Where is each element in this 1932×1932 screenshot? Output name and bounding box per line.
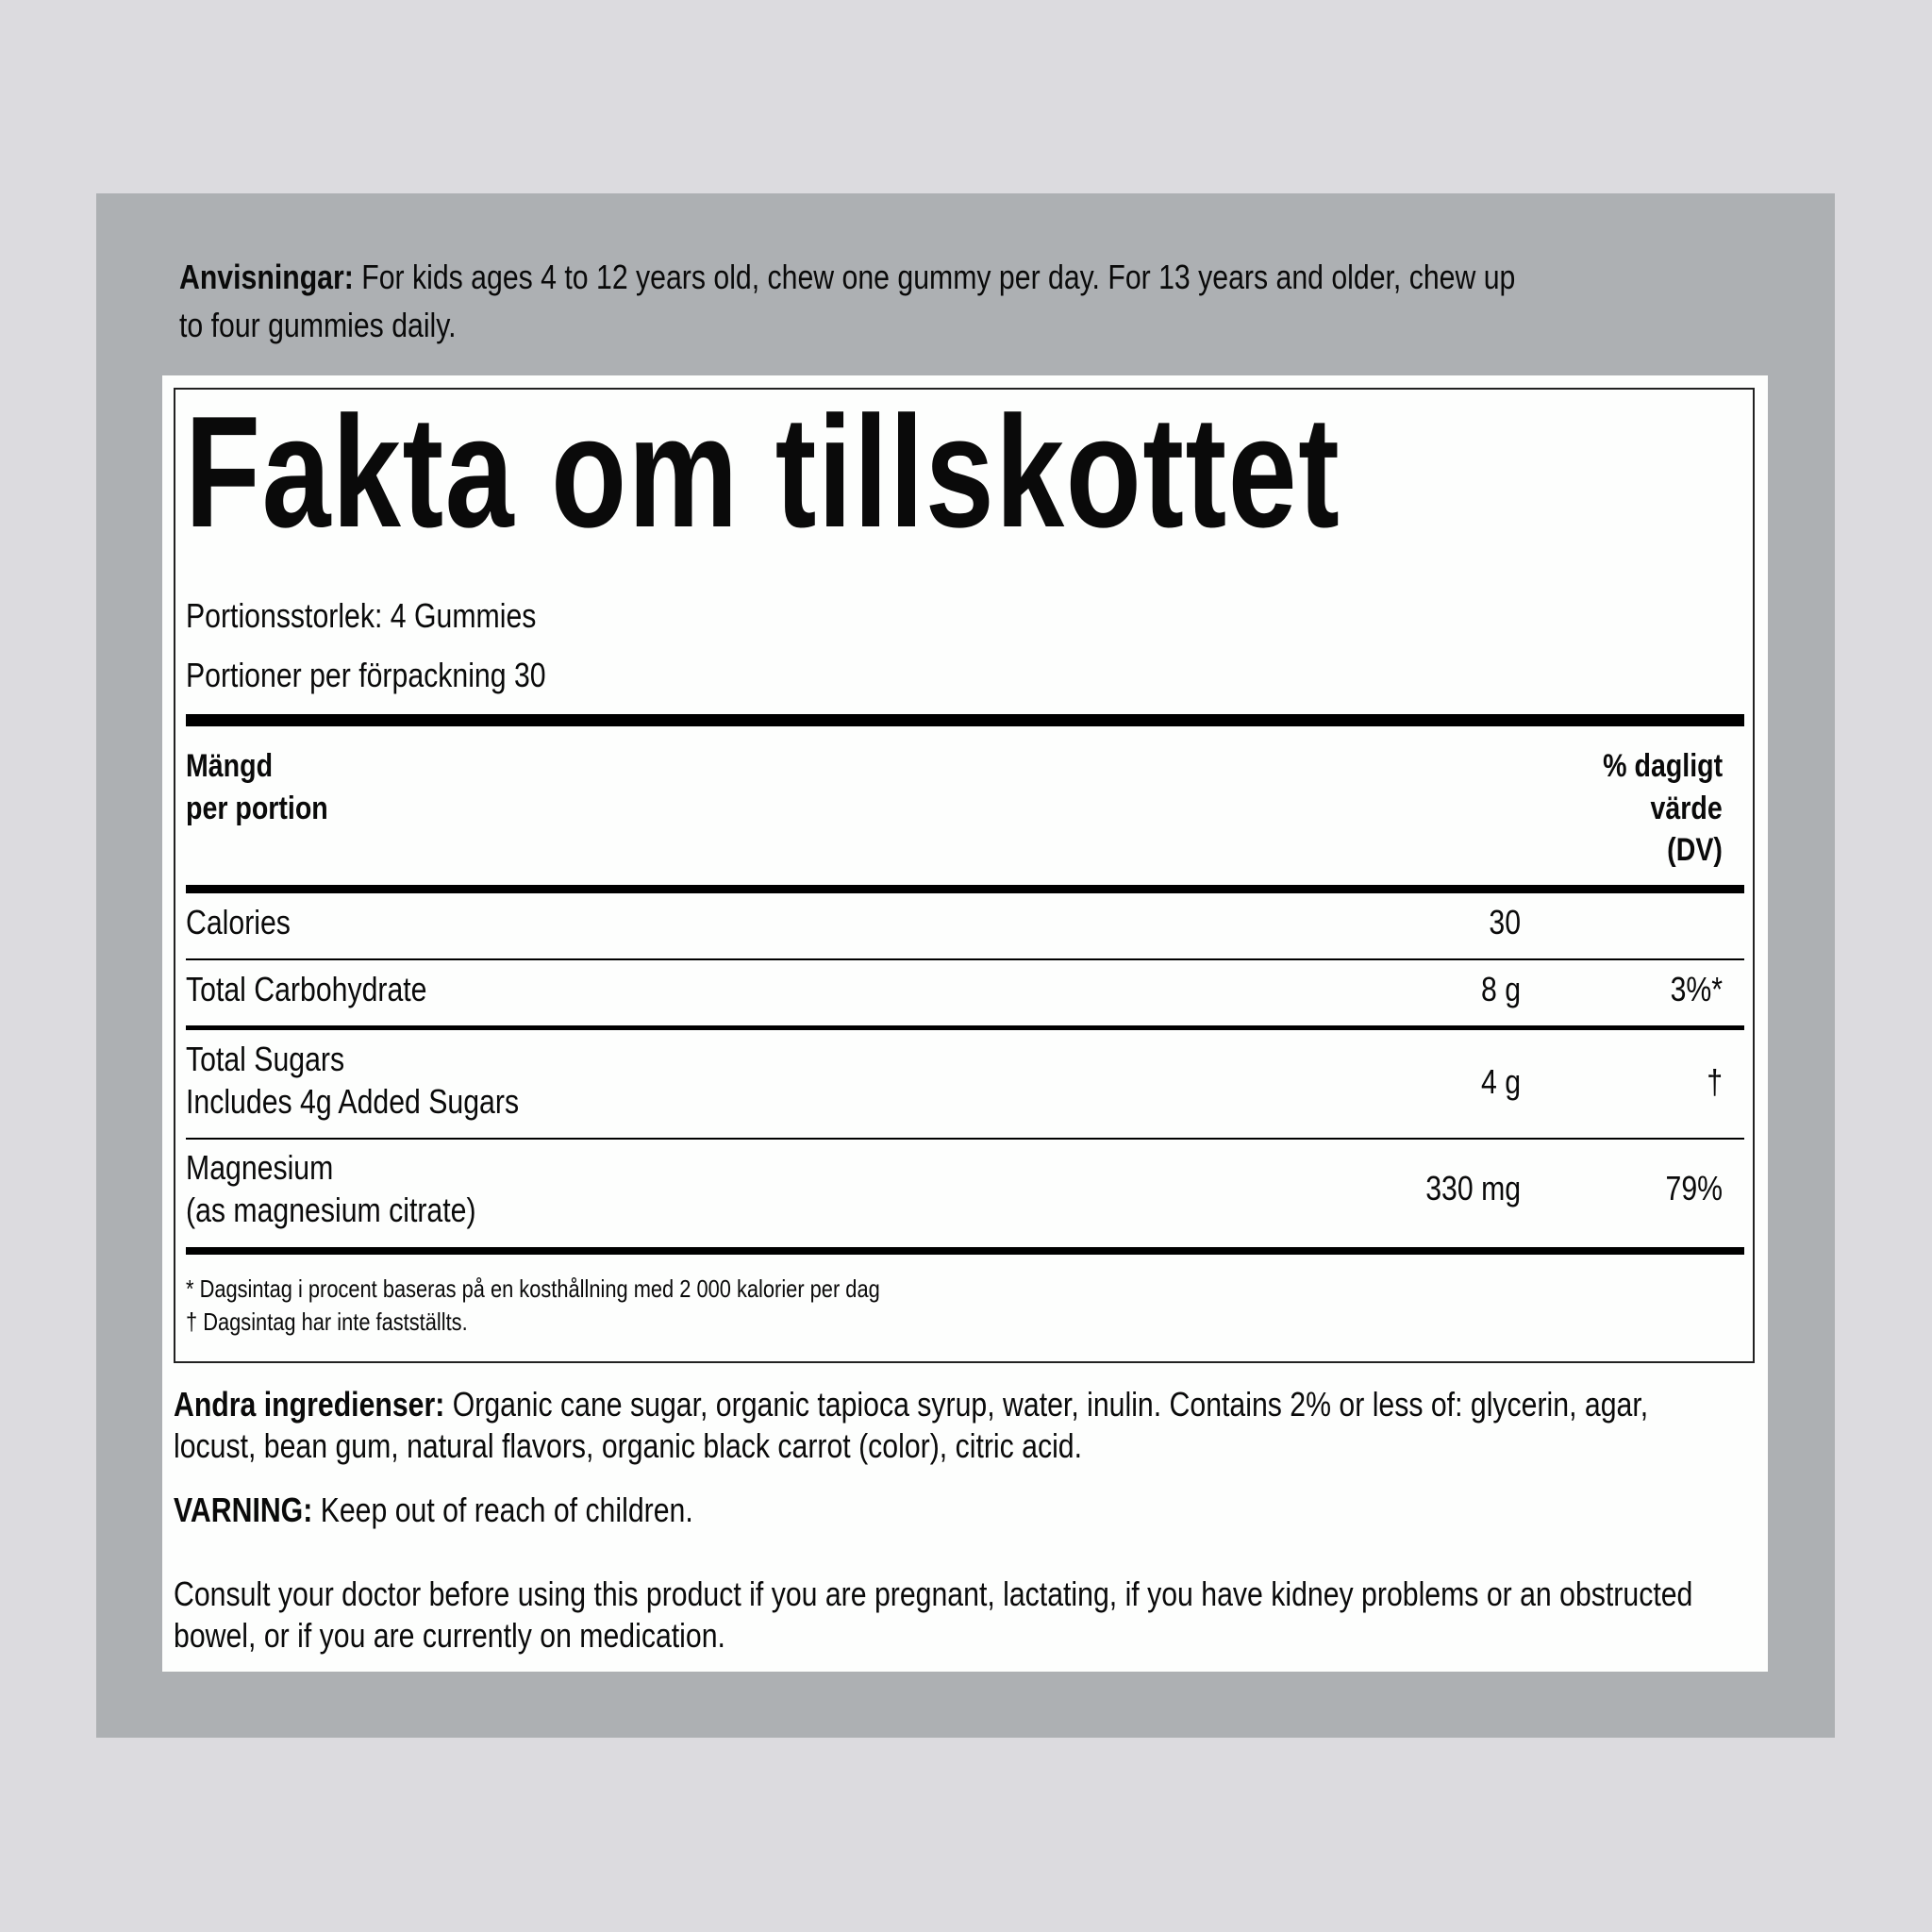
directions-line-1 — [179, 257, 1515, 298]
header-dv-line-1: % dagligt — [1603, 748, 1723, 784]
facts-title: Fakta om tillskottet — [185, 383, 1341, 560]
row-carb-name: Total Carbohydrate — [186, 970, 427, 1008]
other-ingredients-text: Organic cane sugar, organic tapioca syrup, water, inulin. Contains 2% or less of: glycerin, agar, — [452, 1385, 1649, 1424]
row-sugars-dv: † — [1707, 1062, 1723, 1101]
directions-label: Anvisningar: — [179, 258, 354, 296]
row-calories-name: Calories — [186, 903, 291, 941]
warning-label: VARNING: — [174, 1491, 313, 1529]
other-ingredients-line-2: locust, bean gum, natural flavors, organic black carrot (color), citric acid. — [174, 1426, 1083, 1465]
row-magnesium-amount: 330 mg — [1425, 1169, 1521, 1208]
header-dv-line-3: (DV) — [1667, 832, 1723, 868]
row-magnesium-source: (as magnesium citrate) — [186, 1191, 476, 1229]
divider-medium — [186, 1025, 1744, 1030]
row-calories-amount: 30 — [1489, 903, 1521, 941]
footnote-dv: * Dagsintag i procent baseras på en kosthållning med 2 000 kalorier per dag — [186, 1274, 880, 1303]
other-ingredients-label: Andra ingredienser: — [174, 1385, 445, 1424]
consult-line-2: bowel, or if you are currently on medication. — [174, 1616, 725, 1655]
row-magnesium-name: Magnesium — [186, 1148, 334, 1187]
other-ingredients-line-1 — [174, 1384, 1648, 1425]
divider-thick — [186, 885, 1744, 893]
header-amount-line-1: Mängd — [186, 748, 274, 784]
row-sugars-amount: 4 g — [1480, 1062, 1521, 1101]
row-magnesium-dv: 79% — [1665, 1169, 1723, 1208]
row-carb-dv: 3%* — [1670, 970, 1723, 1008]
footnote-dagger: † Dagsintag har inte fastställts. — [186, 1307, 468, 1336]
divider-thick — [186, 1247, 1744, 1255]
divider-thick — [186, 714, 1744, 726]
divider-thin — [186, 958, 1744, 960]
servings-per-container: Portioner per förpackning 30 — [186, 656, 546, 694]
directions-text: For kids ages 4 to 12 years old, chew one gummy per day. For 13 years and older, chew up — [361, 258, 1516, 296]
directions-line-2: to four gummies daily. — [179, 306, 457, 344]
header-dv-line-2: värde — [1650, 791, 1723, 826]
divider-thin — [186, 1138, 1744, 1140]
warning-line — [174, 1490, 693, 1531]
header-amount-line-2: per portion — [186, 791, 328, 826]
row-sugars-name: Total Sugars — [186, 1040, 345, 1078]
warning-text: Keep out of reach of children. — [320, 1491, 693, 1529]
serving-size: Portionsstorlek: 4 Gummies — [186, 596, 537, 635]
row-carb-amount: 8 g — [1480, 970, 1521, 1008]
row-sugars-added: Includes 4g Added Sugars — [186, 1082, 520, 1121]
consult-line-1: Consult your doctor before using this product if you are pregnant, lactating, if you have kidney problems or an obstructed — [174, 1574, 1693, 1613]
